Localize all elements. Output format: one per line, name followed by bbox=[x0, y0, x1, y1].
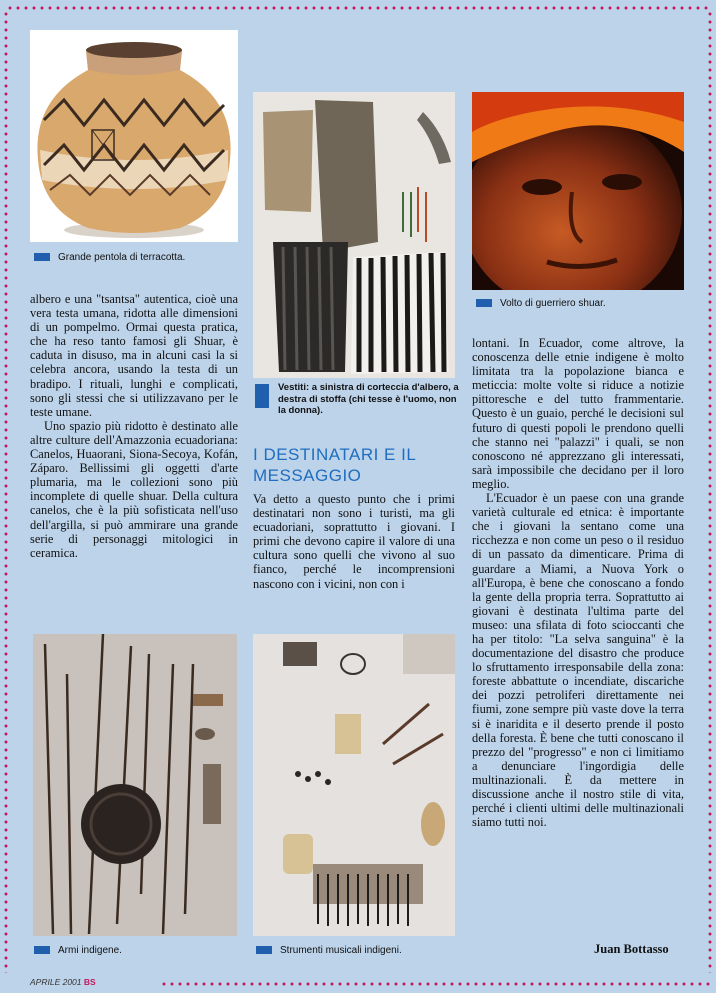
author-signature: Juan Bottasso bbox=[594, 942, 669, 956]
caption-marker bbox=[34, 253, 50, 261]
text-column-2 bbox=[253, 492, 455, 591]
section-heading: I DESTINATARI E IL MESSAGGIO bbox=[253, 445, 416, 485]
warrior-caption-text: Volto di guerriero shuar. bbox=[500, 298, 606, 309]
col1-paragraph-1: albero e una "tsantsa" autentica, cioè una vera testa umana, ridotta alle dimensioni di un pompelmo. Ormai questa pratica, che ha reso tanto famosi gli Shuar, è caduta in disuso, ma in alcuni casi la si celebra ancora, usando la testa di un bradipo. I rituali, lunghi e complicati, sono gli stessi che si utilizzavano per le teste umane. bbox=[30, 292, 238, 419]
col3-paragraph-2: L'Ecuador è un paese con una grande varietà culturale ed etnica: è importante che i giovani la sentano come una ricchezza e non come un peso o il residuo di un passato da dimenticare. Prima di guardare a Miami, a Nuova York o all'Europa, è bene che conoscano a fondo la gente della propria terra. Soprattutto ai giovani è destinata l'ultima parte del museo: una sfilata di foto scioccanti che ha per titolo: "La selva sanguina" è la documentazione del disastro che produce lo sfruttamento irresponsabile della zona: foreste abbattute o incendiate, discariche dei pozzi petroliferi direttamente nei fiumi, zone sempre più vaste dove la terra si è inaridita e il deserto prende il posto della foresta. È bene che tutti conoscano il prezzo del "progresso" e non ci limitiamo a denunciare l'ingordigia delle multinazionali. È da mettere in discussione anche il nostro stile di vita, perché i clienti ultimi delle multinazionali siamo tutti noi. bbox=[472, 491, 684, 830]
caption-marker bbox=[476, 299, 492, 307]
warrior-photo bbox=[472, 92, 684, 290]
footer-issue: APRILE 2001 bbox=[30, 977, 82, 987]
weapons-photo bbox=[33, 634, 237, 936]
clothes-caption-bar bbox=[255, 384, 269, 408]
instruments-photo bbox=[253, 634, 455, 936]
pot-caption-text: Grande pentola di terracotta. bbox=[58, 252, 186, 263]
weapons-caption-text: Armi indigene. bbox=[58, 945, 122, 956]
col1-paragraph-2: Uno spazio più ridotto è destinato alle altre culture dell'Amazzonia ecuadoriana: Canelos, Huaorani, Siona-Secoya, Kofán, Záparo. Bellissimi gli oggetti d'arte plumaria, ma le collezioni sono più incomplete di quelle shuar. Della cultura canelos, che è la più sofisticata nell'uso dell'argilla, si può ammirare una grande serie di personaggi mitologici in ceramica. bbox=[30, 418, 238, 560]
pot-photo bbox=[30, 30, 238, 242]
caption-marker bbox=[34, 946, 50, 954]
col2-paragraph-1: Va detto a questo punto che i primi destinatari non sono i turisti, ma gli ecuadoriani, soprattutto i giovani. I primi che devono capire il valore di una cultura sono quelli che vivono al suo fianco, perché le incomprensioni nascono con i vicini, non con i bbox=[253, 492, 455, 591]
col3-paragraph-1: lontani. In Ecuador, come altrove, la conoscenza delle etnie indigene è molto limitata tra la popolazione bianca e meticcia: molte volte si riduce a notizie pittoresche e del tutto frammentarie. Questo è un guaio, perché le decisioni sul futuro di questi popoli le prendono quelli che stanno nei "palazzi" i quali, se non conoscono né apprezzano gli interessati, sarà impossibile che decidano per il loro meglio. bbox=[472, 336, 684, 491]
text-column-1 bbox=[30, 292, 238, 560]
pot-caption bbox=[34, 252, 244, 264]
clothes-photo bbox=[253, 92, 455, 378]
page-footer bbox=[30, 977, 96, 987]
footer-brand: BS bbox=[83, 977, 96, 987]
text-column-3 bbox=[472, 336, 684, 829]
warrior-caption bbox=[476, 298, 686, 310]
bottom-dot-border bbox=[160, 982, 710, 986]
instruments-caption bbox=[256, 945, 456, 957]
right-dot-border bbox=[708, 10, 712, 973]
weapons-caption bbox=[34, 945, 234, 957]
instruments-caption-text: Strumenti musicali indigeni. bbox=[280, 945, 402, 956]
clothes-caption: Vestiti: a sinistra di corteccia d'albero, a destra di stoffa (chi tesse è l'uomo, non la donna). bbox=[278, 382, 459, 416]
left-dot-border bbox=[4, 10, 8, 973]
caption-marker bbox=[256, 946, 272, 954]
top-dot-border bbox=[6, 6, 710, 10]
